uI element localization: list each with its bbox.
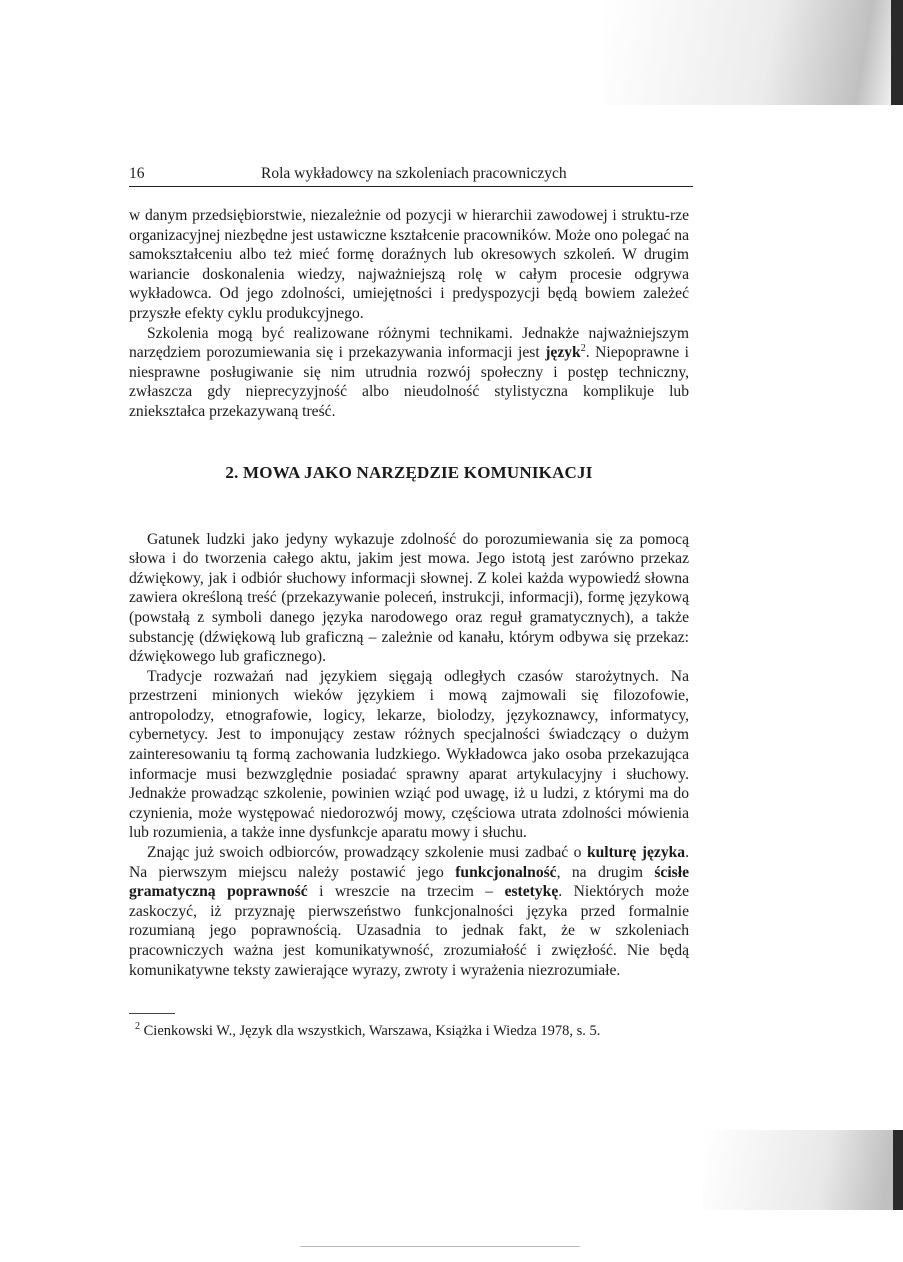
paragraph-5-text-e: . Niektórych może zaskoczyć, iż przyznaję pierwszeństwo funkcjonalności języka przed formalnie rozumianą jego poprawnością. Uzasadnia to jednak fakt, że w szkoleniach pracowniczych ważna jest komunikatywność, zrozumiałość i zwięzłość. Nie będą komunikatywne teksty zawierające wyrazy, zwroty i wyrażenia niezrozumiałe. xyxy=(129,883,689,979)
scan-shadow-bottom xyxy=(703,1130,903,1210)
section-heading: 2. MOWA JAKO NARZĘDZIE KOMUNIKACJI xyxy=(225,462,593,482)
running-title: Rola wykładowcy na szkoleniach pracowniczych xyxy=(261,165,567,182)
paragraph-2 xyxy=(129,324,689,422)
paragraph-3: Gatunek ludzki jako jedyny wykazuje zdolność do porozumiewania się za pomocą słowa i do tworzenia całego aktu, jakim jest mowa. Jego istotą jest zarówno przekaz dźwiękowy, jak i odbiór słuchowy informacji słownej. Z kolei każda wypowiedź słowna zawiera określoną treść (przekazywanie poleceń, instrukcji, informacji), formę językową (powstałą z symboli danego języka narodowego oraz reguł gramatycznych), a także substancję (dźwiękową lub graficzną – zależnie od kanału, którym odbywa się przekaz: dźwiękowego lub graficznego). xyxy=(129,530,689,666)
scan-edge-top xyxy=(891,0,903,105)
page-number: 16 xyxy=(129,165,145,182)
paragraph-5-text-c: , na drugim xyxy=(556,863,655,881)
bold-term-kultura: kulturę języka xyxy=(586,844,686,862)
paragraph-4: Tradycje rozważań nad językiem sięgają odległych czasów starożytnych. Na przestrzeni minionych wieków językiem i mową zajmowali się filozofowie, antropolodzy, etnografowie, logicy, lekarze, biolodzy, językoznawcy, informatycy, cybernetycy. Jest to imponujący zestaw różnych specjalności świadczący o dużym zainteresowaniu tą formą zachowania ludzkiego. Wykładowca jako osoba przekazująca informacje musi bezwzględnie posiadać sprawny aparat artykulacyjny i słuchowy. Jednakże prowadząc szkolenie, powinien wziąć pod uwagę, iż u ludzi, z którymi ma do czynienia, może występować niedorozwój mowy, częściowa utrata zdolności mówienia lub rozumienia, a także inne dysfunkcje aparatu mowy i słuchu. xyxy=(129,667,689,842)
footnote xyxy=(135,1022,695,1040)
footnote-number: 2 xyxy=(135,1021,140,1033)
page-header xyxy=(129,164,693,187)
paragraph-2-text-b: . Niepoprawne i niesprawne posługiwanie się nim utrudnia rozwój społeczny i postęp techniczny, zwłaszcza gdy nieprecyzyjność albo nieudolność stylistyczna komplikuje lub zniekształca przekazywaną treść. xyxy=(129,344,689,420)
paragraph-5-text-b: . Na pierwszym miejscu należy postawić jego xyxy=(129,844,689,881)
bold-term-jezyk: język xyxy=(545,344,581,362)
paragraph-1: w danym przedsiębiorstwie, niezależnie od pozycji w hierarchii zawodowej i struktu-rze organizacyjnej niezbędne jest ustawiczne kształcenie pracowników. Może ono polegać na samokształceniu albo też mieć formę doraźnych lub okresowych szkoleń. W drugim wariancie doskonalenia wiedzy, najważniejszą rolę w całym procesie odgrywa wykładowca. Od jego zdolności, umiejętności i predyspozycji będą bowiem zależeć przyszłe efekty cyklu produkcyjnego. xyxy=(129,207,689,322)
footnote-divider xyxy=(129,1013,175,1014)
bold-term-funkcjonalnosc: funkcjonalność xyxy=(455,863,557,881)
page-body xyxy=(129,206,689,980)
scan-edge-bottom xyxy=(893,1130,903,1210)
bold-term-poprawnosc: ścisłe gramatyczną poprawność xyxy=(129,863,689,901)
footnote-text: Cienkowski W., Język dla wszystkich, Warszawa, Książka i Wiedza 1978, s. 5. xyxy=(143,1023,601,1039)
scan-artifact-line xyxy=(300,1246,580,1247)
bold-term-estetyka: estetykę xyxy=(504,883,559,901)
paragraph-5-text-a: Znając już swoich odbiorców, prowadzący szkolenie musi zadbać o xyxy=(147,844,587,862)
paragraph-2-text-a: Szkolenia mogą być realizowane różnymi technikami. Jednakże najważniejszym narzędziem porozumiewania się i przekazywania informacji jest xyxy=(129,324,689,362)
footnote-reference: 2 xyxy=(580,342,586,354)
paragraph-5 xyxy=(129,843,689,980)
paragraph-5-text-d: i wreszcie na trzecim – xyxy=(307,883,505,901)
scan-shadow-top xyxy=(603,0,903,105)
